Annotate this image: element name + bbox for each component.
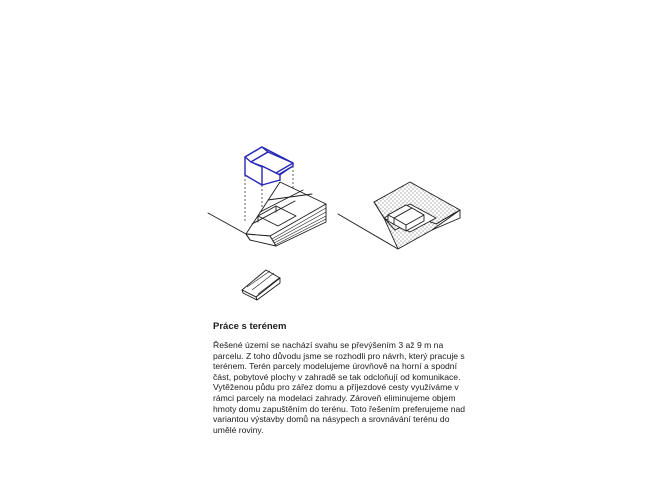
ground-line	[208, 213, 246, 234]
terraced-terrain-diagram	[208, 147, 326, 246]
house-volume-icon	[245, 147, 293, 185]
section-title: Práce s terénem	[213, 321, 287, 332]
terrain-section-icon	[242, 270, 280, 300]
section-paragraph: Řešené území se nachází svahu se převýšením 3 až 9 m na parcelu. Z toho důvodu jsme se rozhodli pro návrh, který pracuje s terénem. Terén parcely modelujeme úrovňově na horní a spodní část, pobytové plochy v zahradě se tak odcloňují od komunikace. Vytěženou půdu pro zářez domu a příjezdové cesty využíváme v rámci parcely na modelaci zahrady. Zároveň eliminujeme objem hmoty domu zapuštěním do terénu. Toto řešením preferujeme nad variantou výstavby domů na násypech a srovnávání terénu do umělé roviny.	[213, 340, 466, 435]
terrain-terraced-icon	[246, 182, 326, 246]
cut-fill-terrain-diagram	[338, 182, 460, 249]
